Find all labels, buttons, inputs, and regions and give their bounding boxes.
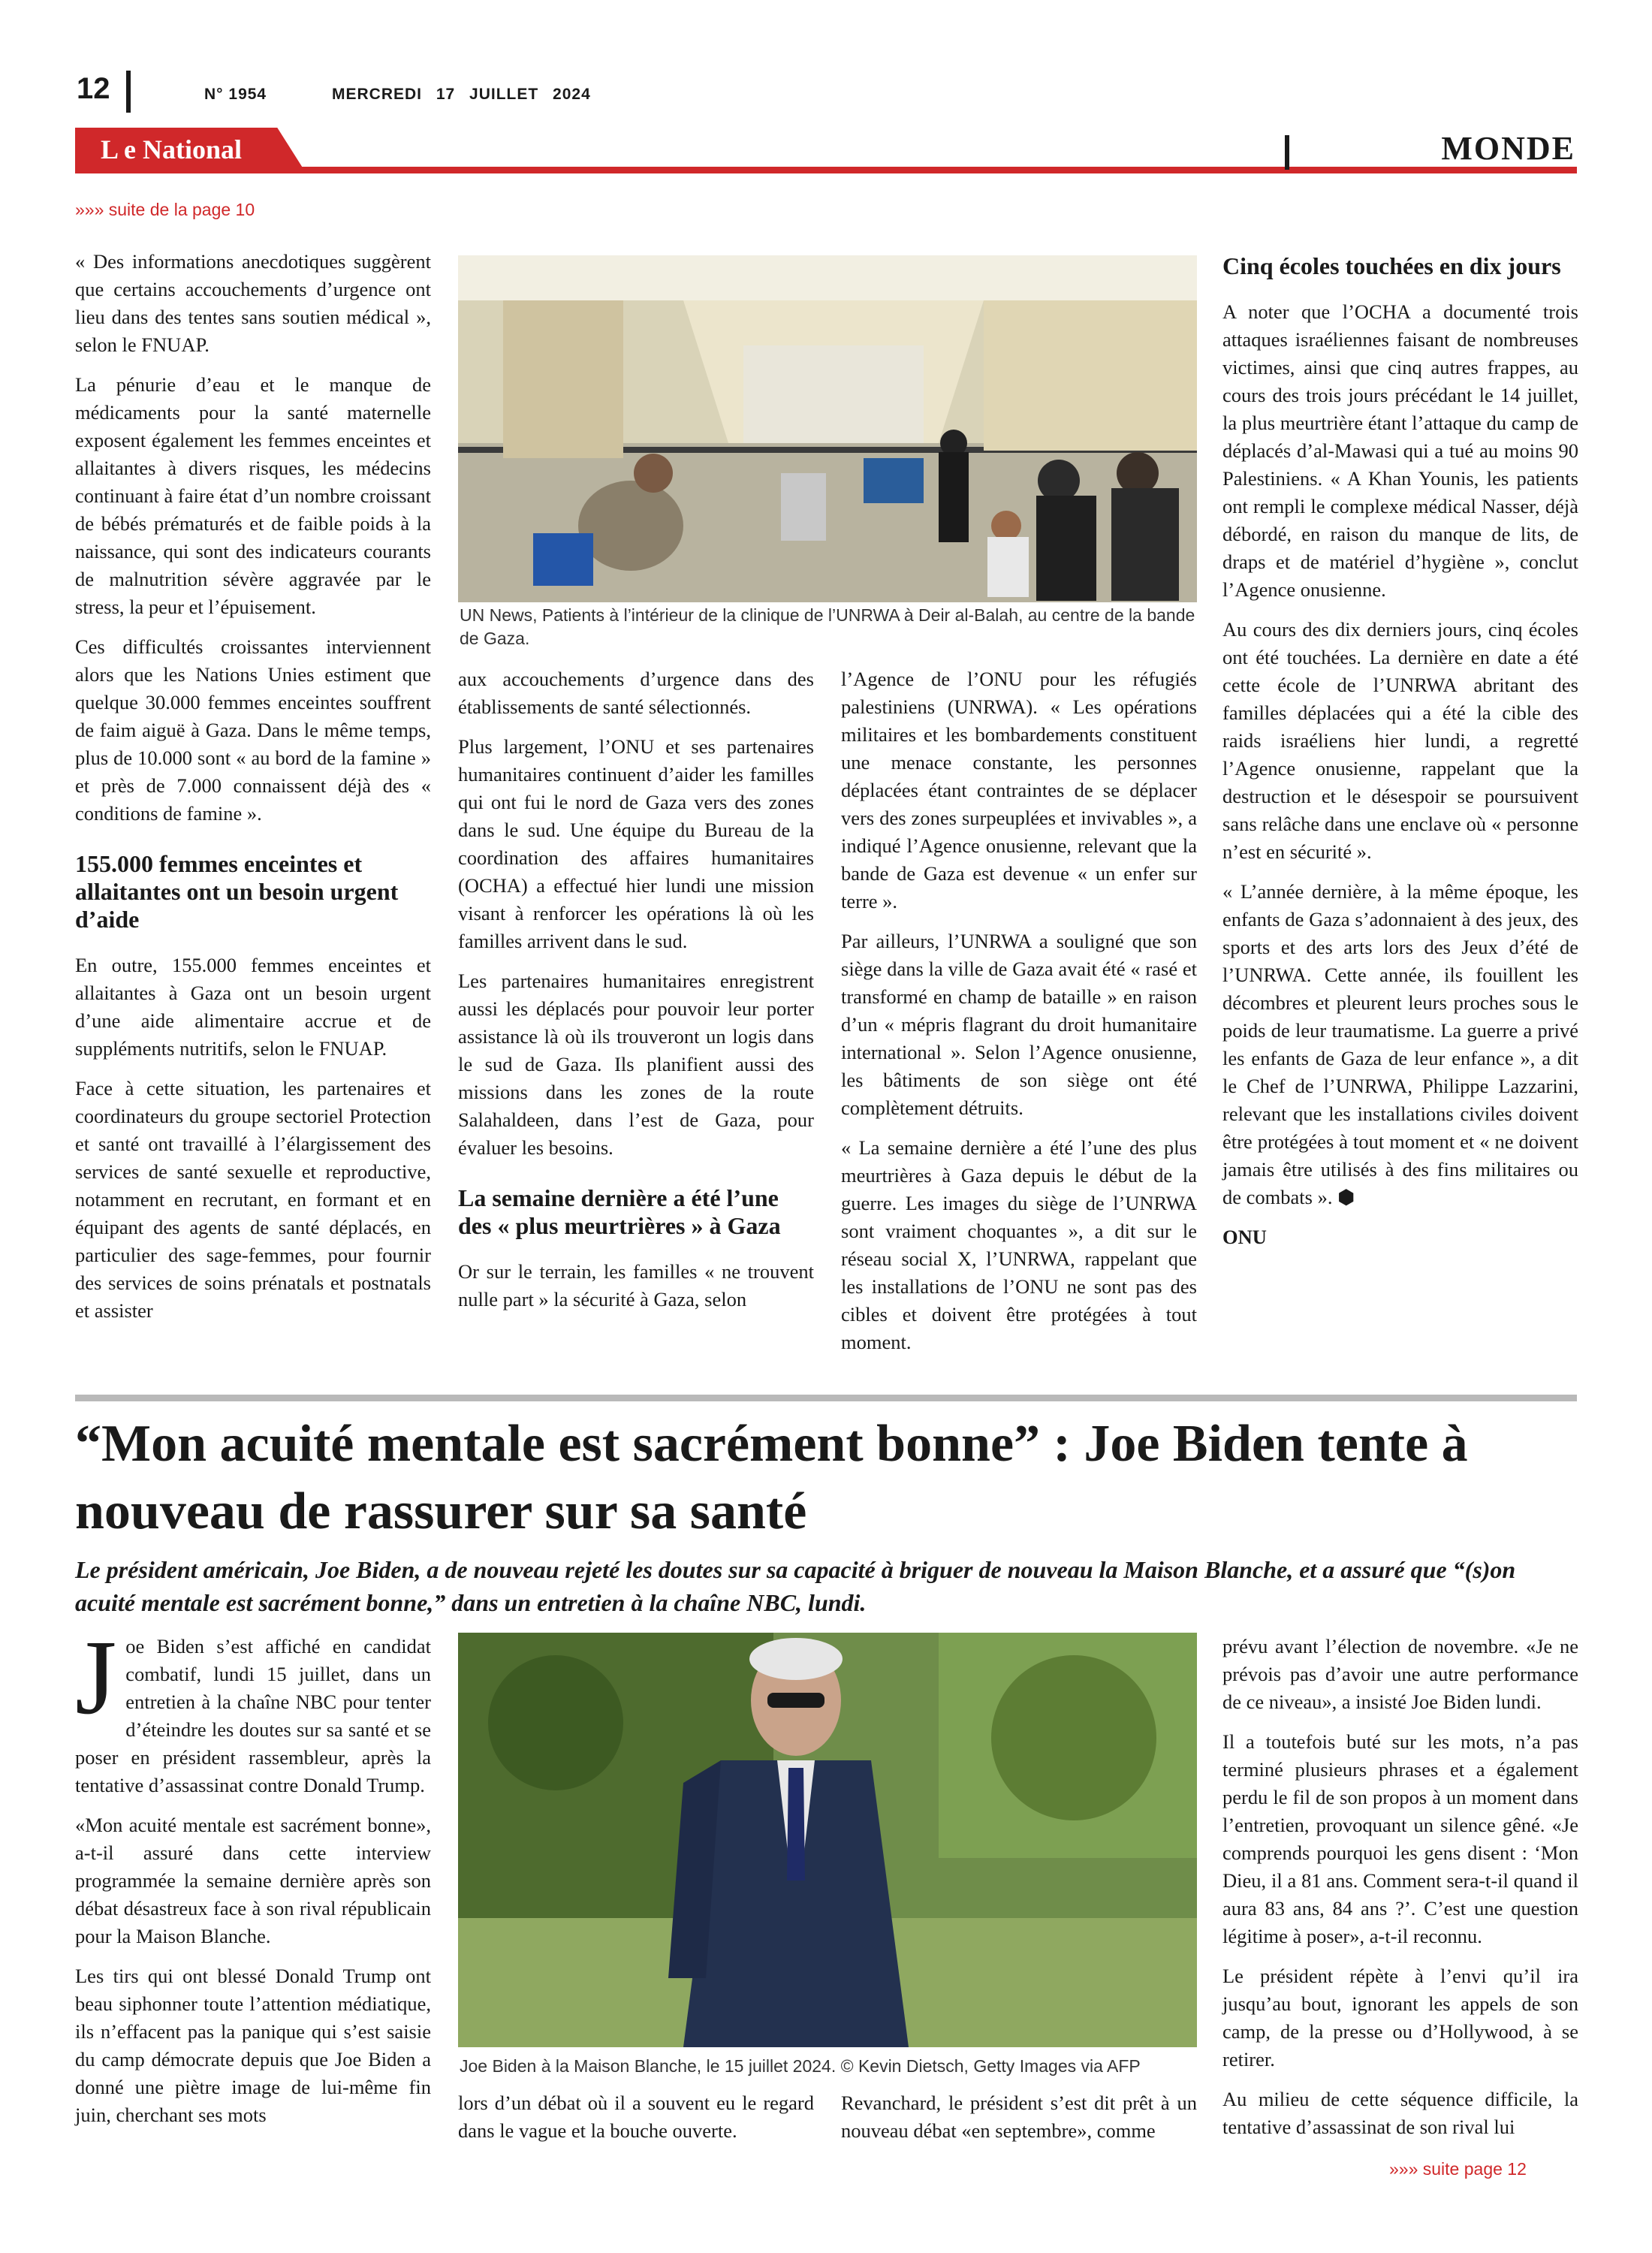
paragraph: prévu avant l’élection de novembre. «Je ne prévois pas d’avoir une autre performance de ce niveau», a insisté Joe Biden lundi.: [1222, 1635, 1578, 1713]
subheading: La semaine dernière a été l’une des « plus meurtrières » à Gaza: [458, 1184, 781, 1239]
paragraph: En outre, 155.000 femmes enceintes et allaitantes à Gaza ont un besoin urgent d’une aide alimentaire accrue et de suppléments nutritifs, selon le FNUAP.: [75, 954, 431, 1060]
biden-photo: [458, 1633, 1197, 2047]
article2-column-1: [75, 1618, 431, 2141]
page-number: 12: [77, 72, 110, 105]
newspaper-logo: L e National: [101, 134, 243, 164]
quote-text: « L’année dernière, à la même époque, les enfants de Gaza s’adonnaient à des jeux, des sports et des arts lors des Jeux d’été de l’UNRWA. Cette année, ils fouillent les décombres et pleurent leurs proches sous le poids de leur traumatisme. La guerre a privé les enfants de Gaza de leur enfance », a dit le Chef de l’UNRWA, Philippe Lazzarini, relevant que les installations civiles doivent être protégées à tout moment et « ne doivent jamais être utilisés à des fins militaires ou de combats ».: [1222, 880, 1578, 1208]
paragraph: Plus largement, l’ONU et ses partenaires humanitaires continuent d’aider les familles qui ont fui le nord de Gaza vers des zones dans le sud. Une équipe du Bureau de la coordination des affaires humanitaires (OCHA) a effectué hier lundi une mission visant à renforcer les opérations là où les familles arrivent dans le sud.: [458, 735, 814, 952]
photo-caption: Joe Biden à la Maison Blanche, le 15 juillet 2024. © Kevin Dietsch, Getty Images via AFP: [460, 2056, 1141, 2076]
paragraph: A noter que l’OCHA a documenté trois attaques israéliennes faisant de nombreuses victimes, ainsi que cinq autres frappes, au cours des trois jours précédant le 14 juillet, la plus meurtrière étant l’attaque du camp de déplacés d’al-Mawasi qui a tué au moins 90 Palestiniens. « A Khan Younis, les patients ont rempli le complexe médical Nasser, déjà débordé, en raison du manque de lits, de draps et de matériel d’hygiène », conclut l’Agence onusienne.: [1222, 300, 1578, 601]
paragraph: Au milieu de cette séquence difficile, la tentative d’assassinat de son rival lui: [1222, 2088, 1578, 2138]
article1-column-3: [841, 665, 1197, 1368]
paragraph-text: oe Biden s’est affiché en candidat combatif, lundi 15 juillet, dans un entretien à la chaîne NBC pour tenter d’éteindre les doutes sur sa santé et se poser en président rassembleur, après la tentative d’assassinat contre Donald Trump.: [75, 1635, 431, 1796]
paragraph: lors d’un débat où il a souvent eu le regard dans le vague et la bouche ouverte.: [458, 2092, 814, 2142]
article-headline: “Mon acuité mentale est sacrément bonne” : Joe Biden tente à nouveau de rassurer sur sa santé: [75, 1415, 1468, 1540]
clinic-photo: [458, 255, 1197, 602]
paragraph: La pénurie d’eau et le manque de médicaments pour la santé maternelle exposent également les femmes enceintes et allaitantes à divers risques, les médecins continuant à faire état d’un nombre croissant de bébés prématurés et de faible poids à la naissance, qui sont des indicateurs courants de malnutrition sévère aggravée par le stress, la peur et l’épuisement.: [75, 373, 431, 618]
section-title: MONDE: [1441, 130, 1575, 167]
header-rule: [75, 167, 1577, 173]
header-divider: [126, 71, 131, 113]
article2-column-4: [1222, 1633, 1578, 2153]
subheading: 155.000 femmes enceintes et allaitantes ont un besoin urgent d’aide: [75, 850, 399, 933]
paragraph: « Des informations anecdotiques suggèrent que certains accouchements d’urgence ont lieu dans des tentes sans soutien médical », selon le FNUAP.: [75, 250, 431, 356]
paragraph: « La semaine dernière a été l’une des plus meurtrières à Gaza depuis le début de la guerre. Les images du siège de l’UNRWA sont vraiment choquantes », a dit sur le réseau social X, l’UNRWA, rappelant que les installations de l’ONU ne sont pas des cibles et doivent être protégées à tout moment.: [841, 1136, 1197, 1353]
article1-column-4: [1222, 252, 1578, 1263]
section-divider: [1285, 135, 1289, 170]
paragraph: Au cours des dix derniers jours, cinq écoles ont été touchées. La dernière en date a été cette école de l’UNRWA abritant des familles déplacées qui a été la cible des raids israéliens hier lundi, a regretté l’Agence onusienne, rappelant que la destruction et le désespoir se poursuivent sans relâche dans une enclave où « personne n’est en sécurité ».: [1222, 618, 1578, 863]
continued-to: »»» suite page 12: [1389, 2159, 1527, 2179]
continued-from: »»» suite de la page 10: [75, 200, 255, 219]
photo-caption: UN News, Patients à l’intérieur de la clinique de l’UNRWA à Deir al-Balah, au centre de la bande de Gaza.: [460, 605, 1195, 648]
paragraph: Face à cette situation, les partenaires et coordinateurs du groupe sectoriel Protection et santé ont travaillé à l’élargissement des services de santé sexuelle et reproductive, notamment en recrutant, en formant et en équipant des agents de santé déplacés, en particulier des sage-femmes, pour fournir des services de soins prénatals et postnatals et assister: [75, 1077, 431, 1322]
article1-column-2: [458, 665, 814, 1326]
paragraph: «Mon acuité mentale est sacrément bonne», a-t-il assuré dans cette interview programmée la semaine dernière après son débat désastreux face à son rival républicain pour la Maison Blanche.: [75, 1814, 431, 1947]
paragraph: aux accouchements d’urgence dans des établissements de santé sélectionnés.: [458, 668, 814, 718]
paragraph: [75, 1618, 431, 1799]
paragraph: Le président répète à l’envi qu’il ira jusqu’au bout, ignorant les appels de son camp, de la presse ou d’Hollywood, à se retirer.: [1222, 1965, 1578, 2071]
article-source: ONU: [1222, 1226, 1267, 1248]
paragraph: Revanchard, le président s’est dit prêt à un nouveau débat «en septembre», comme: [841, 2092, 1197, 2142]
drop-cap: J: [75, 1618, 117, 1736]
paragraph: Par ailleurs, l’UNRWA a souligné que son siège dans la ville de Gaza avait été « rasé et transformé en champ de bataille » en raison d’un « mépris flagrant du droit humanitaire international ». Selon l’Agence onusienne, les bâtiments de son siège ont été complètement détruits.: [841, 930, 1197, 1119]
issue-date: MERCREDI 17 JUILLET 2024: [332, 86, 591, 103]
paragraph: Les tirs qui ont blessé Donald Trump ont beau siphonner toute l’attention médiatique, ils n’effacent pas la panique qui s’est saisie du camp démocrate depuis que Joe Biden a donné une piètre image de lui-même fin juin, cherchant ses mots: [75, 1965, 431, 2126]
issue-number: N° 1954: [204, 86, 267, 103]
paragraph: Or sur le terrain, les familles « ne trouvent nulle part » la sécurité à Gaza, selon: [458, 1260, 814, 1310]
paragraph: Ces difficultés croissantes interviennent alors que les Nations Unies estiment que quelque 30.000 femmes enceintes souffrent de faim aiguë à Gaza. Dans le même temps, plus de 10.000 sont « au bord de la famine » et près de 7.000 connaissent déjà des « conditions de famine ».: [75, 635, 431, 825]
article-lede: Le président américain, Joe Biden, a de nouveau rejeté les doutes sur sa capacité à briguer de nouveau la Maison Blanche, et a assuré que “(s)on acuité mentale est sacrément bonne,” dans un entretien à la chaîne NBC, lundi.: [75, 1556, 1516, 1616]
paragraph: l’Agence de l’ONU pour les réfugiés palestiniens (UNRWA). « Les opérations militaires et les bombardements constituent une menace constante, les personnes déplacées étant contraintes de se déplacer vers des zones surpeuplées et invivables », a indiqué l’Agence onusienne, relevant que la bande de Gaza est devenue « un enfer sur terre ».: [841, 668, 1197, 912]
end-mark-icon: ⬢: [1332, 1186, 1355, 1208]
article-separator: [75, 1395, 1577, 1401]
paragraph: [1222, 878, 1578, 1211]
article1-column-1: [75, 248, 431, 1337]
article2-column-3: [841, 2089, 1197, 2157]
paragraph: Il a toutefois buté sur les mots, n’a pas terminé plusieurs phrases et a également perdu le fil de son propos à un moment dans l’entretien, provoquant un silence gêné. «Je comprends pourquoi les gens disent : ‘Mon Dieu, il a 81 ans. Comment sera-t-il quand il aura 83 ans, 84 ans ?’. C’est une question légitime à poser», a-t-il reconnu.: [1222, 1730, 1578, 1947]
article2-column-2: [458, 2089, 814, 2157]
subheading: Cinq écoles touchées en dix jours: [1222, 252, 1561, 279]
paragraph: Les partenaires humanitaires enregistrent aussi les déplacés pour pouvoir leur porter assistance là où ils trouveront un logis dans le sud de Gaza. Ils planifient aussi des missions dans les zones de la route Salahaldeen, dans l’est de Gaza, pour évaluer les besoins.: [458, 970, 814, 1159]
